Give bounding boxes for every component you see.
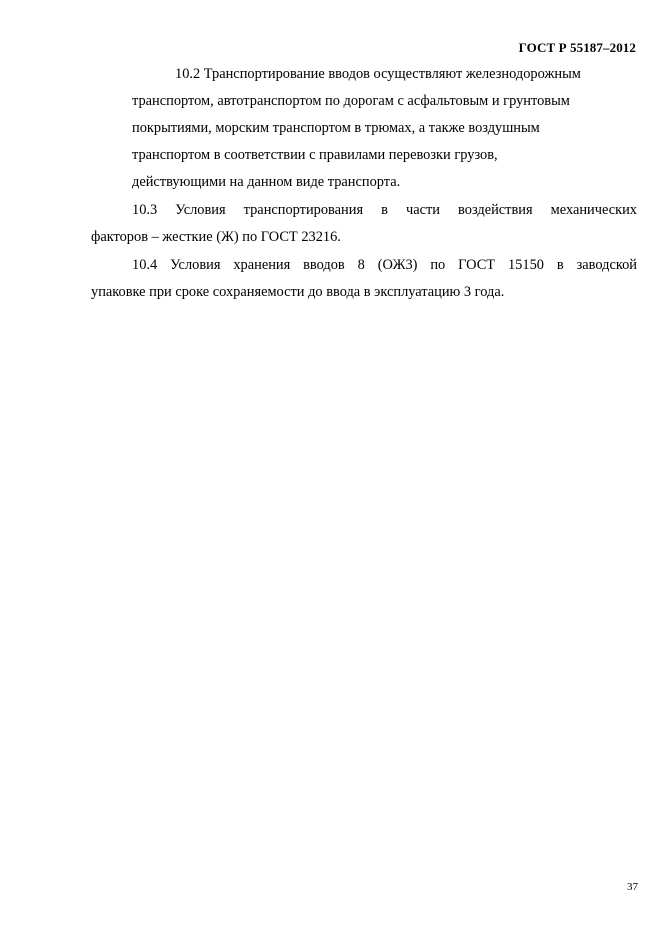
paragraph-10-4-line-1: 10.4 Условия хранения вводов 8 (ОЖ3) по ГОСТ 15150 в заводской — [132, 257, 637, 273]
paragraph-10-2-line-5: действующими на данном виде транспорта. — [132, 174, 401, 190]
paragraph-10-2-line-1: 10.2 Транспортирование вводов осуществляют железнодорожным — [175, 66, 581, 82]
paragraph-10-2-line-4: транспортом в соответствии с правилами перевозки грузов, — [132, 147, 498, 163]
paragraph-10-4-line-2: упаковке при сроке сохраняемости до ввода в эксплуатацию 3 года. — [91, 284, 505, 300]
paragraph-10-2-line-2: транспортом, автотранспортом по дорогам с асфальтовым и грунтовым — [132, 93, 570, 109]
document-standard-id: ГОСТ Р 55187–2012 — [518, 40, 636, 55]
paragraph-10-3-line-2: факторов – жесткие (Ж) по ГОСТ 23216. — [91, 229, 341, 245]
page-number: 37 — [627, 881, 638, 893]
paragraph-10-3-line-1: 10.3 Условия транспортирования в части воздействия механических — [132, 202, 637, 218]
paragraph-10-2-line-3: покрытиями, морским транспортом в трюмах, а также воздушным — [132, 120, 540, 136]
